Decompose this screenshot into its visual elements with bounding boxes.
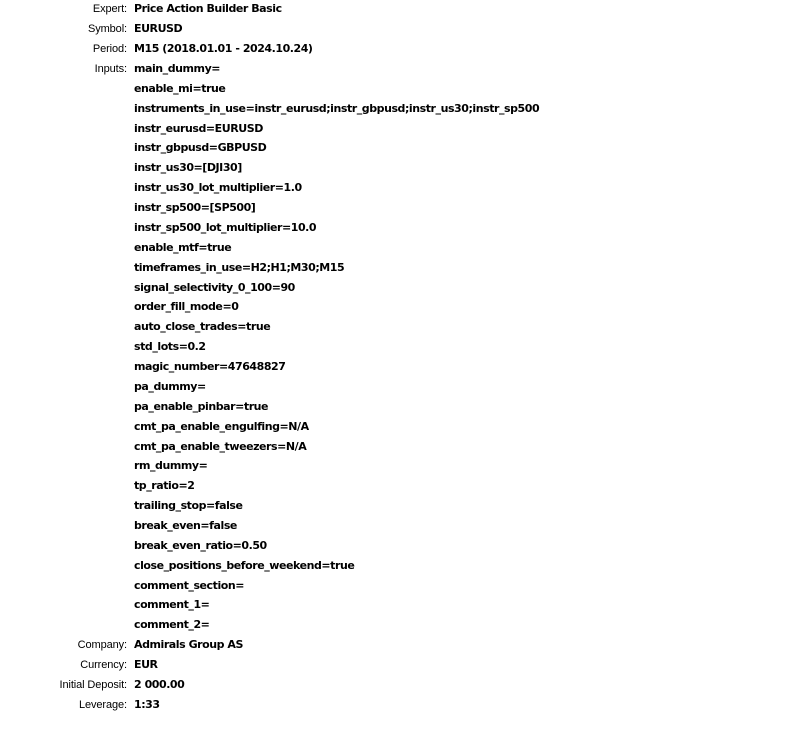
symbol-row bbox=[0, 20, 795, 40]
input-row bbox=[0, 358, 795, 378]
leverage-label: Leverage: bbox=[78, 699, 127, 711]
input-row bbox=[0, 418, 795, 438]
input-item: tp_ratio=2 bbox=[134, 479, 195, 492]
input-row bbox=[0, 179, 795, 199]
input-row bbox=[0, 338, 795, 358]
input-row bbox=[0, 616, 795, 636]
input-row bbox=[0, 398, 795, 418]
expert-row bbox=[0, 0, 795, 20]
input-row bbox=[0, 139, 795, 159]
leverage-value: 1:33 bbox=[134, 698, 160, 711]
input-item: instruments_in_use=instr_eurusd;instr_gbpusd;instr_us30;instr_sp500 bbox=[134, 102, 540, 115]
input-row bbox=[0, 497, 795, 517]
input-row bbox=[0, 557, 795, 577]
input-item: order_fill_mode=0 bbox=[134, 300, 239, 313]
input-item: enable_mtf=true bbox=[134, 241, 232, 254]
input-row bbox=[0, 120, 795, 140]
input-item: timeframes_in_use=H2;H1;M30;M15 bbox=[134, 261, 345, 274]
input-row bbox=[0, 517, 795, 537]
input-row bbox=[0, 457, 795, 477]
input-row bbox=[0, 100, 795, 120]
period-value: M15 (2018.01.01 - 2024.10.24) bbox=[134, 42, 313, 55]
company-row bbox=[0, 636, 795, 656]
input-item: close_positions_before_weekend=true bbox=[134, 559, 355, 572]
input-item: break_even=false bbox=[134, 519, 237, 532]
inputs-label: Inputs: bbox=[94, 63, 127, 75]
input-item: magic_number=47648827 bbox=[134, 360, 286, 373]
symbol-label: Symbol: bbox=[87, 23, 127, 35]
input-item: instr_sp500=[SP500] bbox=[134, 201, 256, 214]
currency-label: Currency: bbox=[80, 659, 127, 671]
input-item: pa_dummy= bbox=[134, 380, 206, 393]
input-item: break_even_ratio=0.50 bbox=[134, 539, 267, 552]
input-row bbox=[0, 199, 795, 219]
input-row bbox=[0, 259, 795, 279]
input-item: enable_mi=true bbox=[134, 82, 226, 95]
initial-deposit-row bbox=[0, 676, 795, 696]
input-item: instr_sp500_lot_multiplier=10.0 bbox=[134, 221, 317, 234]
input-row bbox=[0, 477, 795, 497]
input-item: comment_section= bbox=[134, 579, 245, 592]
initial-deposit-value: 2 000.00 bbox=[134, 678, 185, 691]
input-row bbox=[0, 378, 795, 398]
input-item: instr_eurusd=EURUSD bbox=[134, 122, 263, 135]
company-value: Admirals Group AS bbox=[134, 638, 243, 651]
input-item: std_lots=0.2 bbox=[134, 340, 206, 353]
input-item: cmt_pa_enable_engulfing=N/A bbox=[134, 420, 309, 433]
expert-value: Price Action Builder Basic bbox=[134, 2, 282, 15]
leverage-row bbox=[0, 696, 795, 716]
input-item: instr_us30_lot_multiplier=1.0 bbox=[134, 181, 302, 194]
company-label: Company: bbox=[77, 639, 127, 651]
currency-row bbox=[0, 656, 795, 676]
input-row bbox=[0, 596, 795, 616]
input-row bbox=[0, 239, 795, 259]
input-item: auto_close_trades=true bbox=[134, 320, 271, 333]
input-item: signal_selectivity_0_100=90 bbox=[134, 281, 295, 294]
initial-deposit-label: Initial Deposit: bbox=[59, 679, 127, 691]
input-row bbox=[0, 80, 795, 100]
input-item: main_dummy= bbox=[134, 62, 221, 75]
period-row bbox=[0, 40, 795, 60]
input-row bbox=[0, 279, 795, 299]
period-label: Period: bbox=[92, 43, 127, 55]
expert-label: Expert: bbox=[92, 3, 127, 15]
input-item: cmt_pa_enable_tweezers=N/A bbox=[134, 440, 307, 453]
input-item: comment_2= bbox=[134, 618, 210, 631]
input-item: instr_gbpusd=GBPUSD bbox=[134, 141, 267, 154]
input-row bbox=[0, 219, 795, 239]
input-row bbox=[0, 159, 795, 179]
input-item: comment_1= bbox=[134, 598, 210, 611]
input-item: rm_dummy= bbox=[134, 459, 208, 472]
input-item: pa_enable_pinbar=true bbox=[134, 400, 269, 413]
symbol-value: EURUSD bbox=[134, 22, 183, 35]
input-row bbox=[0, 577, 795, 597]
input-row bbox=[0, 318, 795, 338]
input-row bbox=[0, 438, 795, 458]
input-item: trailing_stop=false bbox=[134, 499, 243, 512]
currency-value: EUR bbox=[134, 658, 158, 671]
input-row bbox=[0, 298, 795, 318]
input-item: instr_us30=[DJI30] bbox=[134, 161, 242, 174]
inputs-row bbox=[0, 60, 795, 80]
input-row bbox=[0, 537, 795, 557]
